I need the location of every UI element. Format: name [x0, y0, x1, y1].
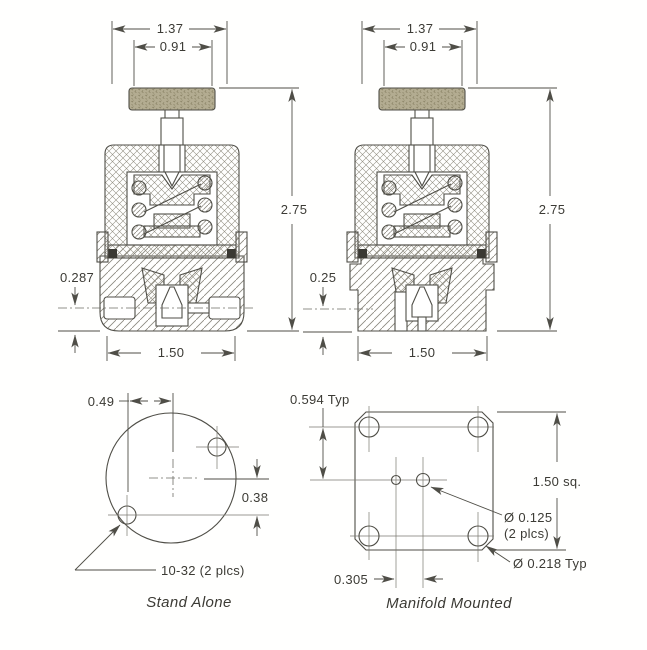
caption-manifold-mounted: Manifold Mounted: [386, 595, 512, 612]
stand-alone-base: [100, 256, 244, 331]
dim-hole-offset-x: 0.49: [87, 394, 115, 409]
dim-knob-width-left: 0.91: [159, 39, 187, 54]
dim-base-width-left: 1.50: [157, 345, 185, 360]
valve-front-left: [58, 88, 253, 331]
bottom-view-stand-alone: [75, 393, 269, 611]
dim-port-spacing: 0.305: [333, 572, 369, 587]
valve-upper-assembly: [97, 88, 247, 262]
dim-width-outer-right: 1.37: [406, 21, 434, 36]
valve-upper-assembly: [347, 88, 497, 262]
dim-port-height-right: 0.25: [309, 270, 337, 285]
manifold-base: [350, 256, 494, 331]
dim-base-width-right: 1.50: [408, 345, 436, 360]
dim-corner-hole-offset: 0.594 Typ: [290, 392, 350, 407]
dim-hole-offset-y: 0.38: [241, 490, 269, 505]
caption-stand-alone: Stand Alone: [146, 594, 232, 611]
dim-width-outer-left: 1.37: [156, 21, 184, 36]
dim-height-right: 2.75: [538, 202, 566, 217]
thread-callout: 10-32 (2 plcs): [161, 563, 245, 578]
bottom-view-manifold: [290, 392, 587, 612]
dim-port-hole-qty: (2 plcs): [504, 526, 550, 541]
dim-plate-size: 1.50 sq.: [532, 474, 582, 489]
dim-port-hole-dia: Ø 0.125: [504, 510, 553, 525]
dim-port-height-left: 0.287: [59, 270, 95, 285]
dim-knob-width-right: 0.91: [409, 39, 437, 54]
dim-height-left: 2.75: [280, 202, 308, 217]
valve-front-right: [303, 88, 497, 331]
dim-mount-hole-dia: Ø 0.218 Typ: [513, 556, 587, 571]
